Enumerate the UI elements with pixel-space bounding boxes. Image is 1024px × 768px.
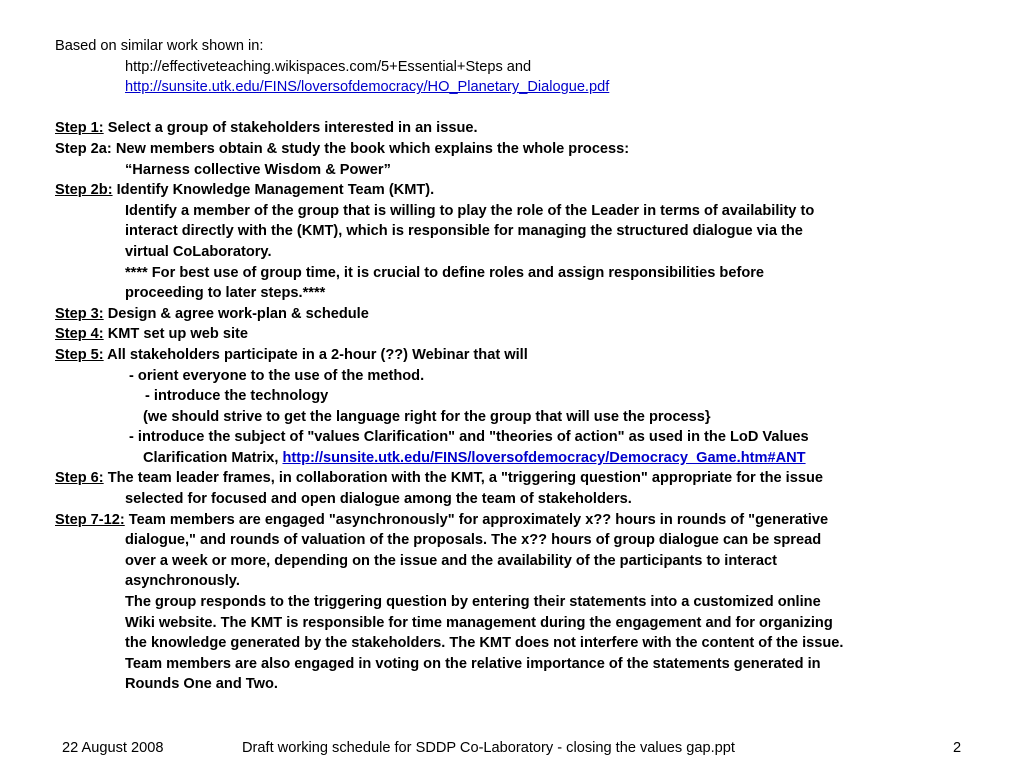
step-6-cont: selected for focused and open dialogue among the team of stakeholders. — [125, 491, 632, 508]
step-5-text: All stakeholders participate in a 2-hour (??) Webinar that will — [103, 346, 528, 363]
step-4-text: KMT set up web site — [103, 326, 248, 343]
step-5-item-subject: - introduce the subject of "values Clarification" and "theories of action" as used in the LoD Values — [129, 429, 809, 446]
step-5-subject-cont — [55, 448, 985, 469]
step-5-subject-cont-text: Clarification Matrix, — [143, 449, 283, 466]
step-7-12-cont: Wiki website. The KMT is responsible for time management during the engagement and for organizing — [125, 614, 833, 631]
step-2b-detail: interact directly with the (KMT), which is responsible for managing the structured dialogue via the — [125, 223, 803, 240]
slide-footer — [0, 738, 1024, 758]
step-1-label: Step 1: — [55, 120, 104, 137]
step-5-item-orient: - orient everyone to the use of the method. — [129, 367, 425, 384]
step-5-item-technology: - introduce the technology — [145, 388, 329, 405]
footer-date: 22 August 2008 — [62, 740, 164, 756]
step-7-12-label: Step 7-12: — [55, 511, 125, 528]
step-7-12-cont: The group responds to the triggering question by entering their statements into a customized online — [125, 594, 821, 611]
step-4 — [55, 324, 985, 345]
book-title: “Harness collective Wisdom & Power” — [125, 161, 391, 178]
source-link-planetary-dialogue[interactable]: http://sunsite.utk.edu/FINS/loversofdemocracy/HO_Planetary_Dialogue.pdf — [125, 79, 610, 96]
step-6-label: Step 6: — [55, 470, 104, 487]
step-1-text: Select a group of stakeholders interested in an issue. — [103, 120, 478, 137]
step-7-12-cont: dialogue," and rounds of valuation of the proposals. The x?? hours of group dialogue can be spread — [125, 532, 822, 549]
step-7-12-cont: Rounds One and Two. — [125, 676, 278, 693]
step-2b-note: **** For best use of group time, it is crucial to define roles and assign responsibilities before — [125, 264, 765, 281]
intro-line: Based on similar work shown in: — [55, 38, 264, 54]
step-2b-label: Step 2b: — [55, 182, 113, 199]
step-7-12-cont — [55, 695, 985, 716]
step-1 — [55, 118, 985, 139]
democracy-game-link[interactable]: http://sunsite.utk.edu/FINS/loversofdemocracy/Democracy_Game.htm#ANT — [282, 449, 806, 466]
page-number: 2 — [953, 740, 962, 756]
step-7-12-cont: Team members are also engaged in voting on the relative importance of the statements generated in — [125, 655, 821, 672]
step-7-12-text: Team members are engaged "asynchronously" for approximately x?? hours in rounds of "generative — [124, 511, 829, 528]
step-2b-detail: Identify a member of the group that is willing to play the role of the Leader in terms of availability to — [125, 202, 815, 219]
step-3-label: Step 3: — [55, 305, 104, 322]
step-3-text: Design & agree work-plan & schedule — [103, 305, 369, 322]
step-2a: Step 2a: New members obtain & study the book which explains the whole process: — [55, 140, 630, 157]
step-6 — [55, 468, 985, 489]
footer-title: Draft working schedule for SDDP Co-Laboratory - closing the values gap.ppt — [242, 740, 735, 756]
step-2b-detail: virtual CoLaboratory. — [125, 243, 272, 260]
step-7-12-cont: the knowledge generated by the stakeholders. The KMT does not interfere with the content of the issue. — [125, 635, 844, 652]
step-2b — [55, 180, 985, 201]
step-7-12 — [55, 510, 985, 531]
step-6-text: The team leader frames, in collaboration with the KMT, a "triggering question" appropriate for the issue — [103, 470, 823, 487]
step-5-technology-note: (we should strive to get the language right for the group that will use the process} — [143, 408, 711, 425]
step-7-12-cont: over a week or more, depending on the issue and the availability of the participants to interact — [125, 552, 778, 569]
step-3 — [55, 304, 985, 325]
step-2b-note: proceeding to later steps.**** — [125, 285, 326, 302]
step-7-12-cont: asynchronously. — [125, 573, 240, 590]
step-2b-text: Identify Knowledge Management Team (KMT). — [112, 182, 435, 199]
step-5-label: Step 5: — [55, 346, 104, 363]
step-5 — [55, 345, 985, 366]
source-text: http://effectiveteaching.wikispaces.com/5+Essential+Steps and — [125, 58, 532, 75]
slide-body — [55, 36, 985, 716]
step-4-label: Step 4: — [55, 326, 104, 343]
